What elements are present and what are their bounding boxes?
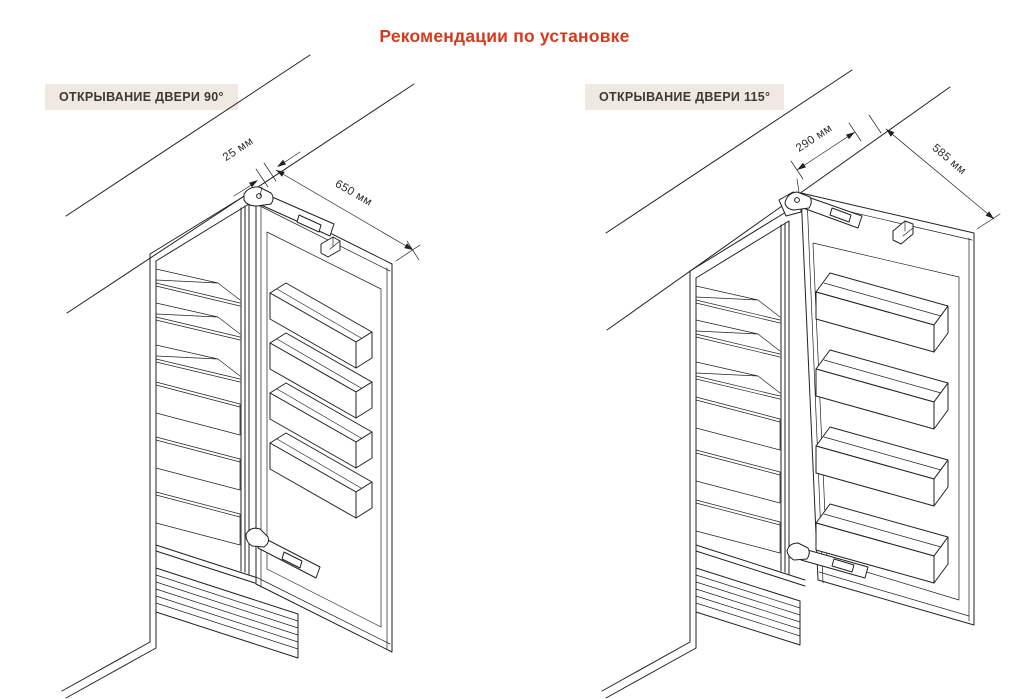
- page-title: Рекомендации по установке: [379, 26, 630, 46]
- diagram-door-115: [602, 70, 1000, 698]
- dimension-label-door-width-90: 650 мм: [332, 178, 375, 209]
- drawers: [696, 397, 780, 553]
- door-90: [256, 196, 392, 652]
- dimension-door-width-115: [886, 129, 1000, 229]
- drawers: [156, 382, 240, 545]
- dimension-label-wall-gap-115: 290 мм: [794, 122, 835, 155]
- dimension-label-wall-gap-90: 25 мм: [220, 135, 256, 164]
- diagram-door-90: [62, 55, 420, 698]
- cabinet-115: [602, 212, 805, 698]
- dimension-wall-gap-90: [221, 135, 300, 196]
- shelves: [696, 286, 780, 399]
- shelves: [156, 269, 240, 382]
- dimension-wall-gap-115: [791, 115, 881, 192]
- panel-label-door-90: ОТКРЫВАНИЕ ДВЕРИ 90°: [45, 84, 238, 110]
- wall-edge-line: [66, 55, 310, 216]
- dimension-label-door-width-115: 585 мм: [929, 142, 969, 178]
- panel-label-door-115: ОТКРЫВАНИЕ ДВЕРИ 115°: [585, 84, 784, 110]
